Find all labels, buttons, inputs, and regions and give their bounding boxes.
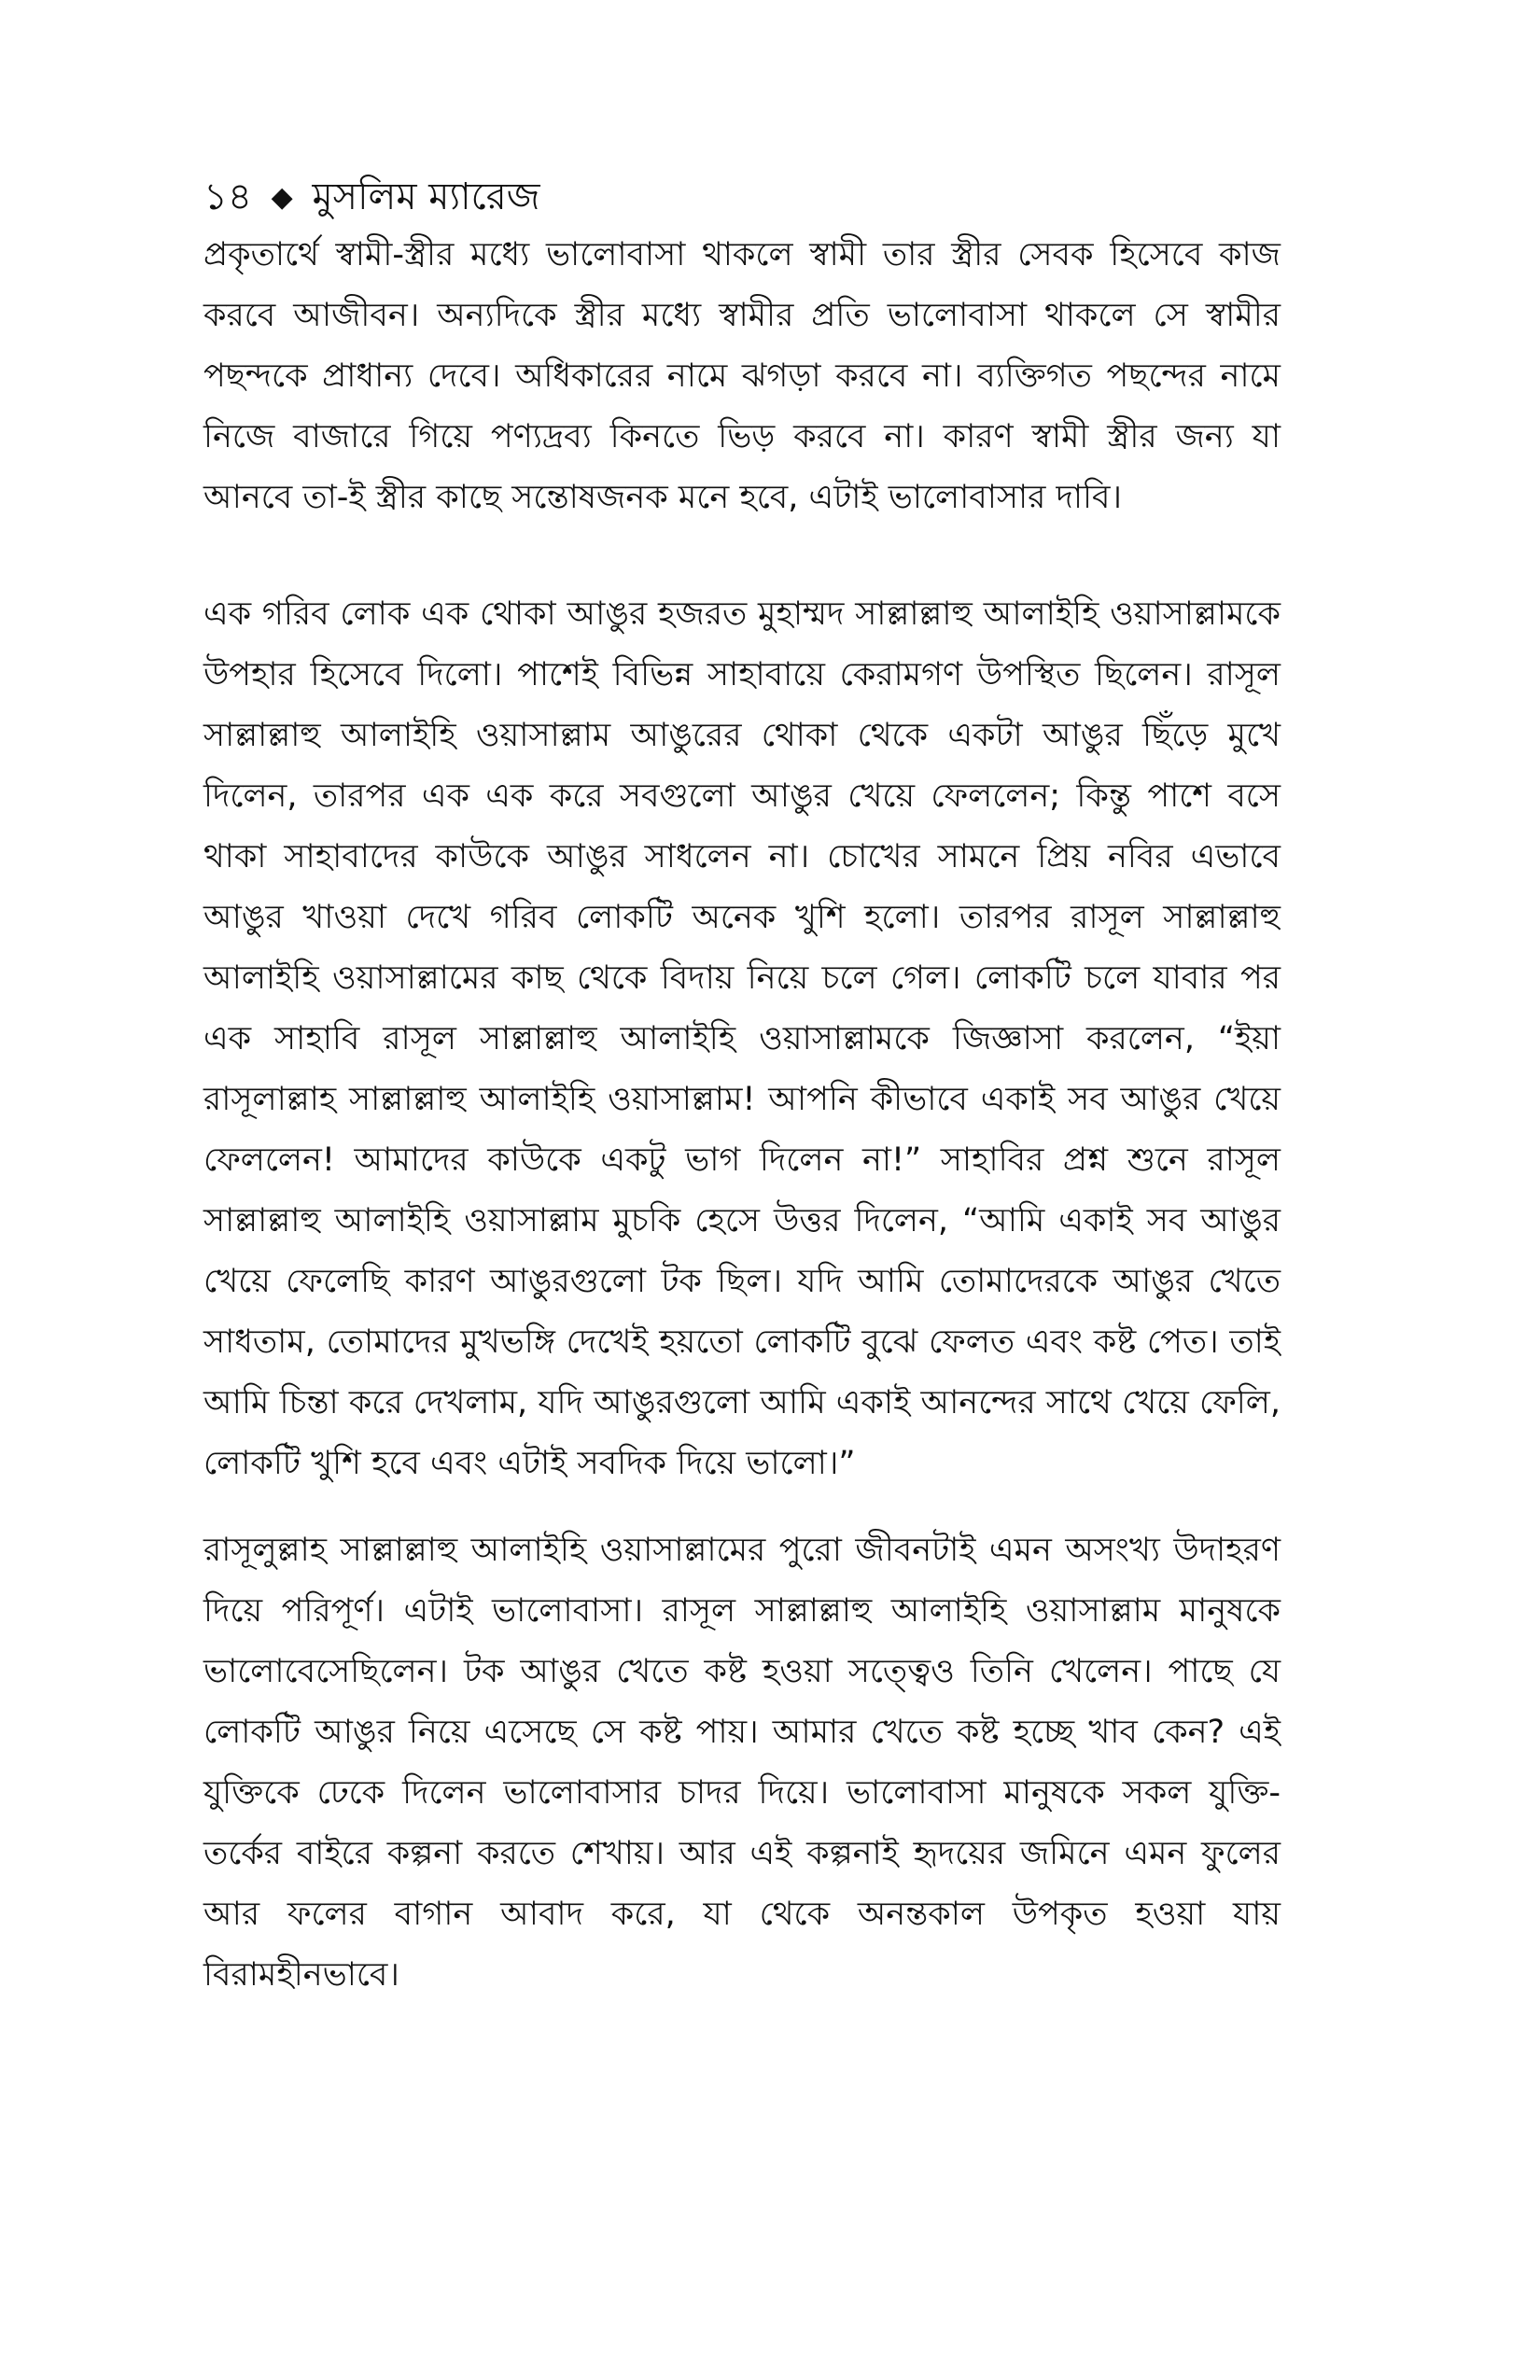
- paragraph-love-lesson: রাসূলুল্লাহ সাল্লাল্লাহু আলাইহি ওয়াসাল্লামের পুরো জীবনটাই এমন অসংখ্য উদাহরণ দিয়ে পরিপূর্ণ। এটাই ভালোবাসা। রাসূল সাল্লাল্লাহু আলাইহি ওয়াসাল্লাম মানুষকে ভালোবেসেছিলেন। টক আঙুর খেতে কষ্ট হওয়া সত্ত্বেও তিনি খেলেন। পাছে যে লোকটি আঙুর নিয়ে এসেছে সে কষ্ট পায়। আমার খেতে কষ্ট হচ্ছে খাব কেন? এই যুক্তিকে ঢেকে দিলেন ভালোবাসার চাদর দিয়ে। ভালোবাসা মানুষকে সকল যুক্তি-তর্কের বাইরে কল্পনা করতে শেখায়। আর এই কল্পনাই হৃদয়ের জমিনে এমন ফুলের আর ফলের বাগান আবাদ করে, যা থেকে অনন্তকাল উপকৃত হওয়া যায় বিরামহীনভাবে।: [203, 1532, 1281, 1994]
- page-number: ১৪: [203, 175, 252, 218]
- book-page: [203, 173, 1281, 2226]
- paragraph-grapes-story: এক গরিব লোক এক থোকা আঙুর হজরত মুহাম্মদ সাল্লাল্লাহু আলাইহি ওয়াসাল্লামকে উপহার হিসেবে দিলো। পাশেই বিভিন্ন সাহাবায়ে কেরামগণ উপস্থিত ছিলেন। রাসূল সাল্লাল্লাহু আলাইহি ওয়াসাল্লাম আঙুরের থোকা থেকে একটা আঙুর ছিঁড়ে মুখে দিলেন, তারপর এক এক করে সবগুলো আঙুর খেয়ে ফেললেন; কিন্তু পাশে বসে থাকা সাহাবাদের কাউকে আঙুর সাধলেন না। চোখের সামনে প্রিয় নবির এভাবে আঙুর খাওয়া দেখে গরিব লোকটি অনেক খুশি হলো। তারপর রাসূল সাল্লাল্লাহু আলাইহি ওয়াসাল্লামের কাছ থেকে বিদায় নিয়ে চলে গেল। লোকটি চলে যাবার পর এক সাহাবি রাসূল সাল্লাল্লাহু আলাইহি ওয়াসাল্লামকে জিজ্ঞাসা করলেন, “ইয়া রাসূলাল্লাহ সাল্লাল্লাহু আলাইহি ওয়াসাল্লাম! আপনি কীভাবে একাই সব আঙুর খেয়ে ফেললেন! আমাদের কাউকে একটু ভাগ দিলেন না!” সাহাবির প্রশ্ন শুনে রাসূল সাল্লাল্লাহু আলাইহি ওয়াসাল্লাম মুচকি হেসে উত্তর দিলেন, “আমি একাই সব আঙুর খেয়ে ফেলেছি কারণ আঙুরগুলো টক ছিল। যদি আমি তোমাদেরকে আঙুর খেতে সাধতাম, তোমাদের মুখভঙ্গি দেখেই হয়তো লোকটি বুঝে ফেলত এবং কষ্ট পেত। তাই আমি চিন্তা করে দেখলাম, যদি আঙুরগুলো আমি একাই আনন্দের সাথে খেয়ে ফেলি, লোকটি খুশি হবে এবং এটাই সবদিক দিয়ে ভালো।”: [203, 595, 1281, 1482]
- running-header: [203, 173, 1281, 221]
- paragraph-love-duties: প্রকৃতার্থে স্বামী-স্ত্রীর মধ্যে ভালোবাসা থাকলে স্বামী তার স্ত্রীর সেবক হিসেবে কাজ করবে আজীবন। অন্যদিকে স্ত্রীর মধ্যে স্বামীর প্রতি ভালোবাসা থাকলে সে স্বামীর পছন্দকে প্রাধান্য দেবে। অধিকারের নামে ঝগড়া করবে না। ব্যক্তিগত পছন্দের নামে নিজে বাজারে গিয়ে পণ্যদ্রব্য কিনতে ভিড় করবে না। কারণ স্বামী স্ত্রীর জন্য যা আনবে তা-ই স্ত্রীর কাছে সন্তোষজনক মনে হবে, এটাই ভালোবাসার দাবি।: [203, 236, 1281, 516]
- diamond-separator-icon: ◆: [271, 181, 293, 214]
- book-title: মুসলিম ম্যারেজ: [312, 175, 540, 218]
